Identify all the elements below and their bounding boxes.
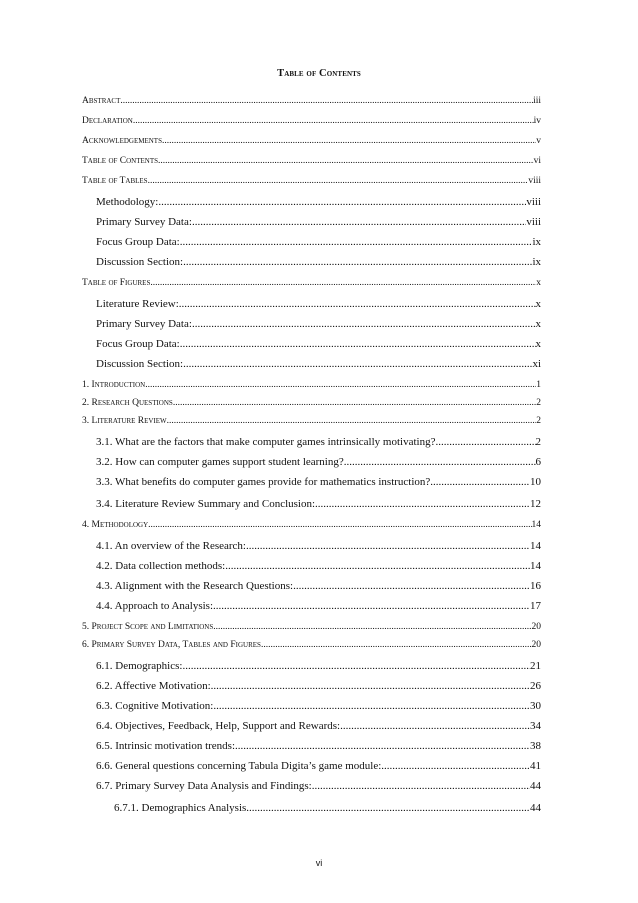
toc-label: 6. Primary Survey Data, Tables and Figures (82, 640, 261, 650)
leader-dots (225, 560, 530, 572)
toc-label: Table of Tables (82, 176, 148, 186)
toc-page: 2 (536, 398, 541, 408)
toc-label: 6.7.1. Demographics Analysis (114, 802, 247, 814)
leader-dots (211, 680, 530, 692)
toc-label: 3.4. Literature Review Summary and Conclusion: (96, 498, 316, 510)
toc-page: 20 (531, 622, 541, 632)
toc-label: Literature Review: (96, 298, 179, 310)
toc-page: ix (532, 236, 541, 248)
toc-page: 44 (530, 802, 541, 814)
toc-label: Methodology: (96, 196, 159, 208)
toc-page: 10 (530, 476, 541, 488)
toc-page: viii (528, 176, 541, 186)
toc-entry[interactable] (82, 278, 541, 288)
toc-entry[interactable] (82, 580, 541, 592)
toc-entry[interactable] (82, 780, 541, 792)
toc-page: 14 (530, 540, 541, 552)
toc-page: 14 (530, 560, 541, 572)
toc-entry[interactable] (82, 498, 541, 510)
toc-page: 17 (530, 600, 541, 612)
toc-label: 1. Introduction (82, 380, 146, 390)
toc-entry[interactable] (82, 476, 541, 488)
leader-dots (180, 236, 533, 248)
toc-label: 5. Project Scope and Limitations (82, 622, 214, 632)
leader-dots (192, 216, 526, 228)
leader-dots (293, 580, 530, 592)
toc-label: 6.3. Cognitive Motivation: (96, 700, 214, 712)
toc-label: Declaration (82, 116, 133, 126)
leader-dots (213, 700, 530, 712)
toc-page: 12 (530, 498, 541, 510)
leader-dots (381, 760, 530, 772)
toc-entry[interactable] (82, 196, 541, 208)
leader-dots (158, 156, 534, 166)
toc-page: 26 (530, 680, 541, 692)
toc-label: 6.7. Primary Survey Data Analysis and Findings: (96, 780, 312, 792)
toc-label: 3.3. What benefits do computer games provide for mathematics instruction? (96, 476, 431, 488)
toc-entry[interactable] (82, 540, 541, 552)
toc-label: Table of Figures (82, 278, 151, 288)
toc-entry[interactable] (82, 622, 541, 632)
toc-page: 41 (530, 760, 541, 772)
toc-entry[interactable] (82, 660, 541, 672)
leader-dots (192, 318, 536, 330)
leader-dots (180, 338, 536, 350)
toc-page: 14 (531, 520, 541, 530)
toc-page: iv (533, 116, 541, 126)
leader-dots (167, 416, 537, 426)
toc-entry[interactable] (82, 680, 541, 692)
toc-page: 6 (535, 456, 541, 468)
toc-label: Discussion Section: (96, 358, 184, 370)
toc-entry[interactable] (82, 236, 541, 248)
toc-entry[interactable] (82, 156, 541, 166)
toc-page: viii (526, 216, 541, 228)
leader-dots (312, 780, 530, 792)
toc-label: 2. Research Questions (82, 398, 173, 408)
toc-page: 1 (536, 380, 541, 390)
leader-dots (235, 740, 530, 752)
toc-label: Focus Group Data: (96, 338, 180, 350)
toc-entry[interactable] (82, 380, 541, 390)
toc-page: 16 (530, 580, 541, 592)
toc-entry[interactable] (82, 436, 541, 448)
leader-dots (344, 456, 536, 468)
toc-page: 2 (536, 416, 541, 426)
toc-entry[interactable] (82, 256, 541, 268)
leader-dots (340, 720, 530, 732)
toc-entry[interactable] (82, 358, 541, 370)
toc-page: 38 (530, 740, 541, 752)
page-number: vi (315, 858, 323, 868)
toc-label: Focus Group Data: (96, 236, 180, 248)
toc-page: ix (532, 256, 541, 268)
toc-entry[interactable] (82, 398, 541, 408)
toc-page: 30 (530, 700, 541, 712)
toc-entry[interactable] (82, 740, 541, 752)
leader-dots (315, 498, 530, 510)
toc-entry[interactable] (82, 760, 541, 772)
toc-label: 4.1. An overview of the Research: (96, 540, 246, 552)
toc-page: vi (533, 156, 541, 166)
leader-dots (150, 278, 536, 288)
toc-page: viii (526, 196, 541, 208)
toc-label: Acknowledgements. (82, 136, 165, 146)
toc-label: Primary Survey Data: (96, 216, 192, 228)
toc-entry[interactable] (82, 520, 541, 530)
leader-dots (158, 196, 526, 208)
toc-page: 20 (531, 640, 541, 650)
leader-dots (246, 540, 530, 552)
toc-page: xi (532, 358, 541, 370)
toc-entry[interactable] (82, 720, 541, 732)
toc-label: Abstract (82, 96, 121, 106)
leader-dots (148, 520, 531, 530)
toc-page: 21 (530, 660, 541, 672)
toc-label: 4. Methodology (82, 520, 149, 530)
leader-dots (173, 398, 536, 408)
toc-label: Primary Survey Data: (96, 318, 192, 330)
leader-dots (183, 358, 532, 370)
toc-entry[interactable] (82, 298, 541, 310)
leader-dots (133, 116, 534, 126)
toc-label: 3.1. What are the factors that make computer games intrinsically motivating? (96, 436, 436, 448)
toc-entry[interactable] (82, 802, 541, 814)
toc-page: 34 (530, 720, 541, 732)
toc-entry[interactable] (82, 96, 541, 106)
toc-page: x (535, 318, 541, 330)
toc-entry[interactable] (82, 176, 541, 186)
toc-entry[interactable] (82, 216, 541, 228)
page-title: Table of Contents (277, 68, 361, 79)
toc-page: 2 (535, 436, 541, 448)
toc-label: Table of Contents (82, 156, 158, 166)
toc-entry[interactable] (82, 700, 541, 712)
toc-entry[interactable] (82, 116, 541, 126)
toc-entry[interactable] (82, 560, 541, 572)
toc-entry[interactable] (82, 416, 541, 426)
toc-page: v (536, 136, 541, 146)
toc-entry[interactable] (82, 318, 541, 330)
toc-page: iii (533, 96, 541, 106)
toc-label: 6.1. Demographics: (96, 660, 183, 672)
toc-entry[interactable] (82, 640, 541, 650)
toc-label: 3. Literature Review (82, 416, 167, 426)
leader-dots (148, 176, 529, 186)
toc-entry[interactable] (82, 136, 541, 146)
leader-dots (145, 380, 536, 390)
leader-dots (435, 436, 535, 448)
leader-dots (246, 802, 530, 814)
toc-label: 4.3. Alignment with the Research Questions: (96, 580, 294, 592)
leader-dots (183, 256, 532, 268)
leader-dots (164, 136, 536, 146)
toc-page: x (536, 278, 541, 288)
toc-label: 4.4. Approach to Analysis: (96, 600, 214, 612)
leader-dots (213, 622, 531, 632)
toc-page: x (535, 298, 541, 310)
toc-entry[interactable] (82, 456, 541, 468)
toc-label: 3.2. How can computer games support student learning? (96, 456, 344, 468)
toc-label: 4.2. Data collection methods: (96, 560, 226, 572)
toc-page: 44 (530, 780, 541, 792)
leader-dots (261, 640, 532, 650)
toc-label: 6.4. Objectives, Feedback, Help, Support and Rewards: (96, 720, 341, 732)
leader-dots (182, 660, 530, 672)
toc-label: 6.2. Affective Motivation: (96, 680, 211, 692)
leader-dots (120, 96, 533, 106)
toc-label: Discussion Section: (96, 256, 184, 268)
toc-label: 6.6. General questions concerning Tabula Digita’s game module: (96, 760, 382, 772)
toc-page: x (535, 338, 541, 350)
toc-label: 6.5. Intrinsic motivation trends: (96, 740, 236, 752)
toc-entry[interactable] (82, 600, 541, 612)
leader-dots (430, 476, 530, 488)
toc-entry[interactable] (82, 338, 541, 350)
leader-dots (213, 600, 530, 612)
leader-dots (179, 298, 536, 310)
